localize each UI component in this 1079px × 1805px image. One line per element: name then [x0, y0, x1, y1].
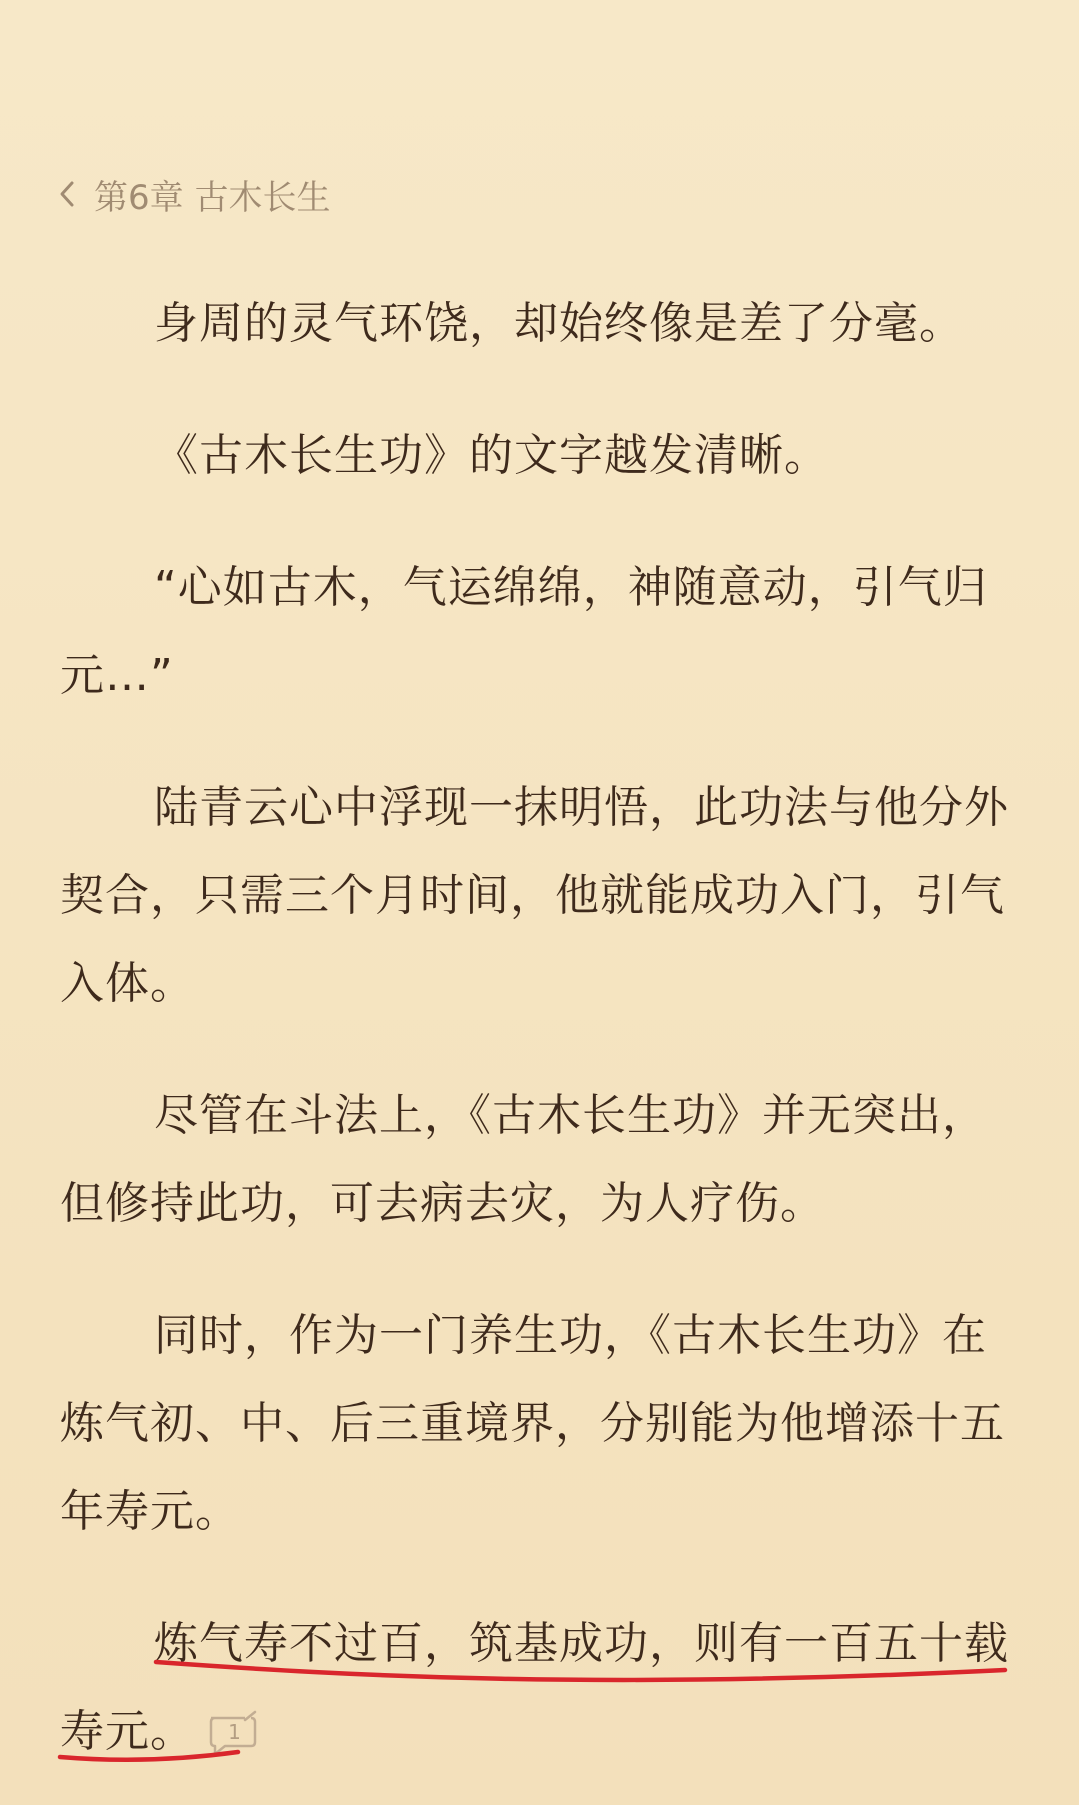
- paragraph: “心如古木，气运绵绵，神随意动，引气归元…”: [60, 562, 988, 701]
- comment-count: 1: [228, 1720, 242, 1744]
- chapter-content: [60, 280, 1025, 1776]
- highlighted-paragraph[interactable]: [60, 1600, 1025, 1776]
- chapter-title: 第6章 古木长生: [94, 177, 331, 218]
- paragraph: 尽管在斗法上，《古木长生功》并无突出，但修持此功，可去病去灾，为人疗伤。: [60, 1090, 987, 1229]
- chapter-header[interactable]: [54, 168, 330, 220]
- paragraph: 同时，作为一门养生功，《古木长生功》在炼气初、中、后三重境界，分别能为他增添十五年寿元。: [60, 1310, 1005, 1537]
- paragraph: 《古木长生功》的文字越发清晰。: [154, 430, 829, 481]
- chevron-left-icon[interactable]: [54, 174, 80, 214]
- paragraph: 陆青云心中浮现一抹明悟，此功法与他分外契合，只需三个月时间，他就能成功入门，引气入体。: [60, 782, 1009, 1009]
- paragraph: 身周的灵气环饶，却始终像是差了分毫。: [154, 298, 964, 349]
- comment-bubble-icon[interactable]: [205, 1710, 261, 1758]
- highlighted-text: 炼气寿不过百，筑基成功，则有一百五十载寿元。: [60, 1618, 1009, 1757]
